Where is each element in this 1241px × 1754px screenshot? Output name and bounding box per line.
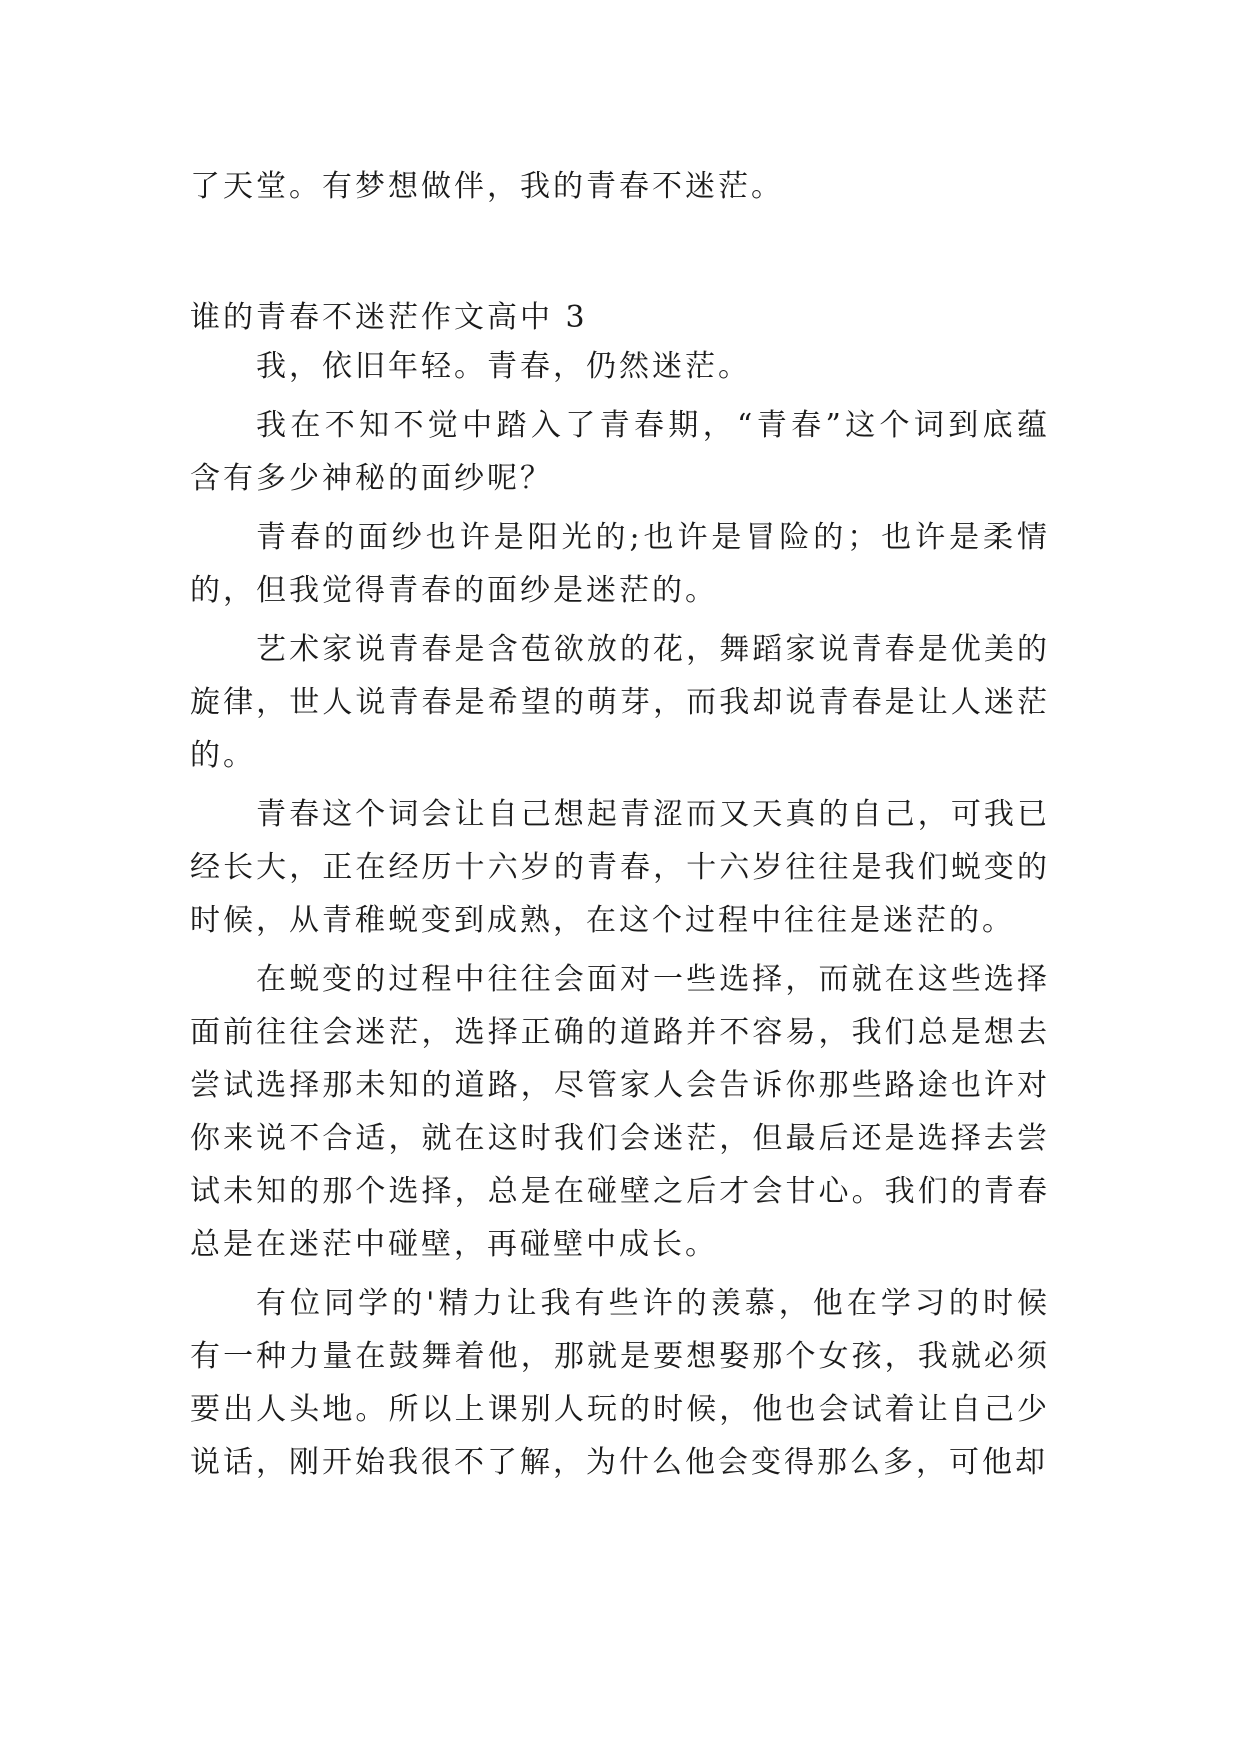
paragraph: 青春这个词会让自己想起青涩而又天真的自己，可我已经长大，正在经历十六岁的青春，十六岁往往是我们蜕变的时候，从青稚蜕变到成熟，在这个过程中往往是迷茫的。 [190,797,1050,938]
essay-body [190,340,1050,1489]
paragraph: 我在不知不觉中踏入了青春期，“青春”这个词到底蕴含有多少神秘的面纱呢？ [190,408,1050,496]
paragraph: 艺术家说青春是含苞欲放的花，舞蹈家说青春是优美的旋律，世人说青春是希望的萌芽，而我却说青春是让人迷茫的。 [190,632,1050,773]
paragraph: 青春的面纱也许是阳光的;也许是冒险的；也许是柔情的，但我觉得青春的面纱是迷茫的。 [190,520,1050,608]
section-title: 谁的青春不迷茫作文高中 3 [190,300,588,335]
paragraph: 有位同学的'精力让我有些许的羡慕，他在学习的时候有一种力量在鼓舞着他，那就是要想娶那个女孩，我就必须要出人头地。所以上课别人玩的时候，他也会试着让自己少说话，刚开始我很不了解，为什么他会变得那么多，可他却 [190,1286,1050,1480]
continuation-paragraph: 了天堂。有梦想做伴，我的青春不迷茫。 [190,169,784,204]
paragraph: 在蜕变的过程中往往会面对一些选择，而就在这些选择面前往往会迷茫，选择正确的道路并不容易，我们总是想去尝试选择那未知的道路，尽管家人会告诉你那些路途也许对你来说不合适，就在这时我们会迷茫，但最后还是选择去尝试未知的那个选择，总是在碰壁之后才会甘心。我们的青春总是在迷茫中碰壁，再碰壁中成长。 [190,962,1050,1262]
paragraph: 我，依旧年轻。青春，仍然迷茫。 [256,349,751,384]
